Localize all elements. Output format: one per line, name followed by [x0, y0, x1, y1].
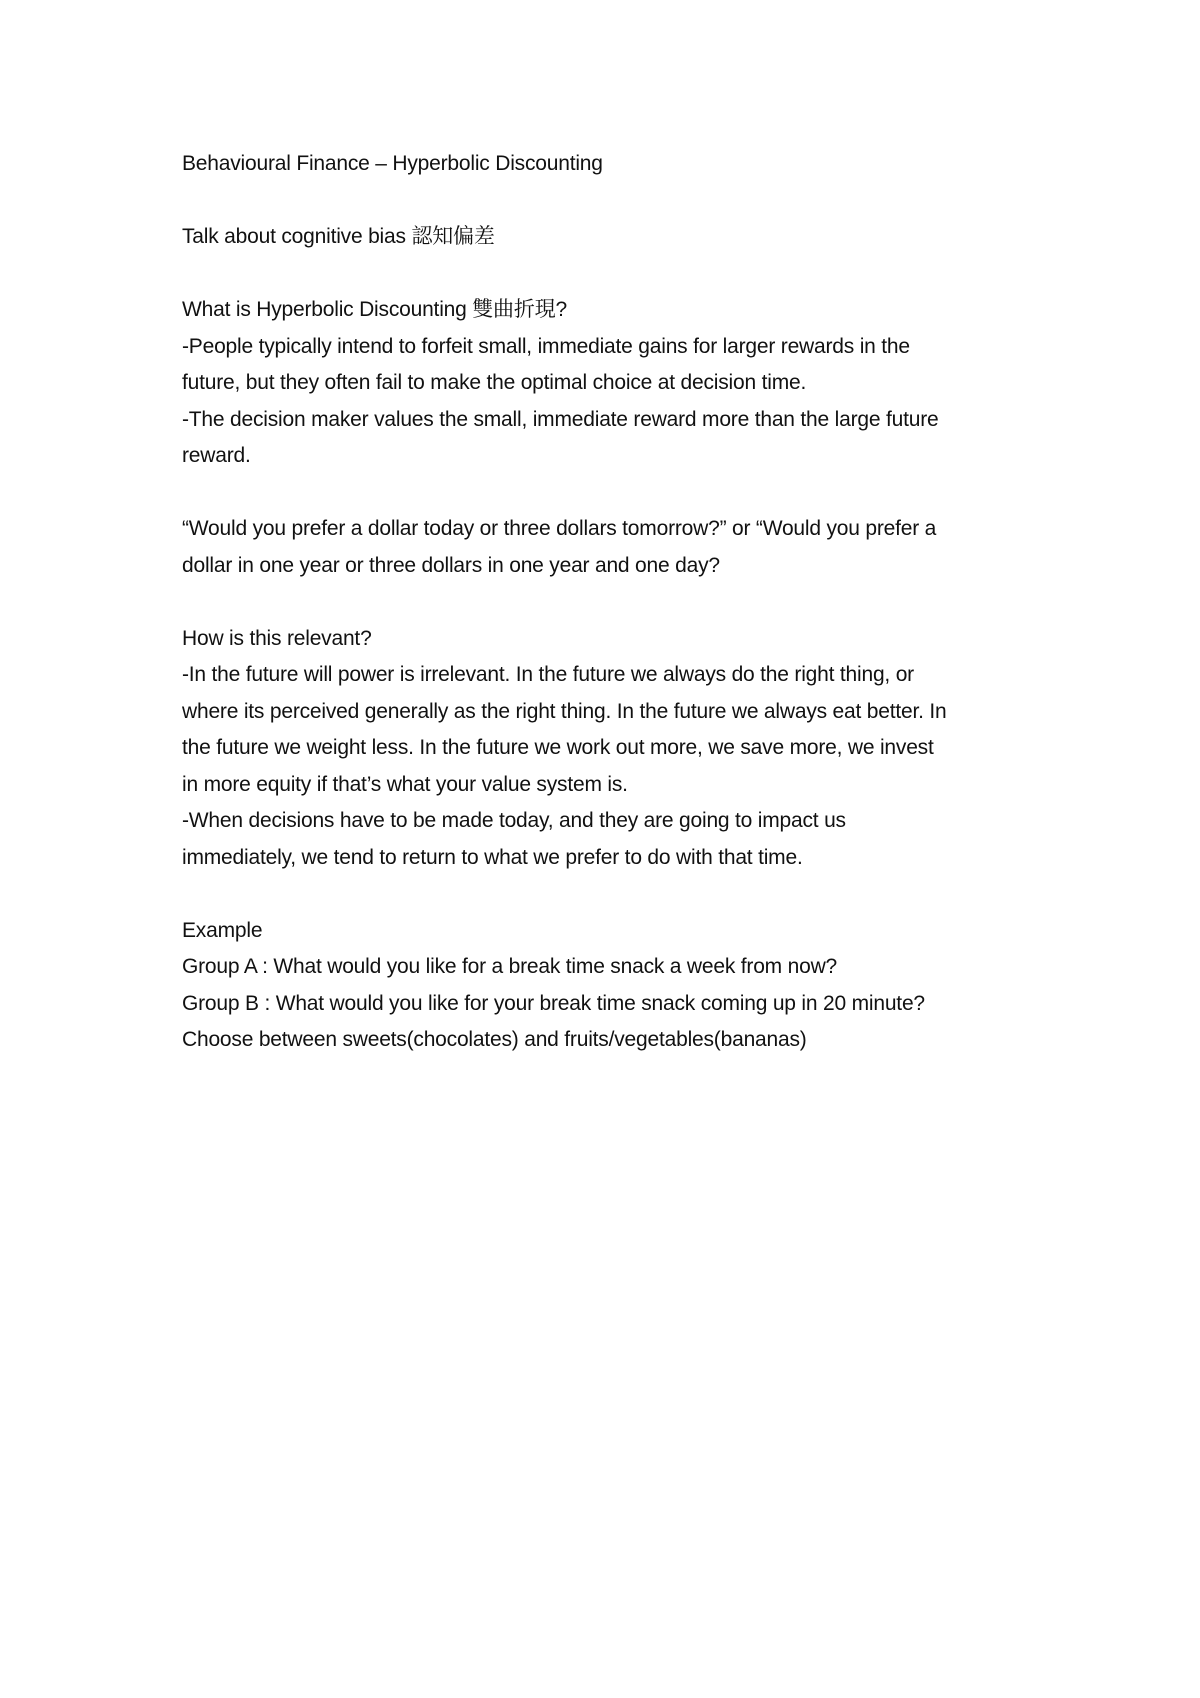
paragraph-line: -People typically intend to forfeit small, immediate gains for larger rewards in the — [182, 334, 910, 358]
paragraph-line: -When decisions have to be made today, and they are going to impact us — [182, 809, 846, 832]
spacer — [182, 876, 1042, 913]
example-line: Choose between sweets(chocolates) and fruits/vegetables(bananas) — [182, 1028, 807, 1051]
paragraph-line: reward. — [182, 444, 251, 467]
paragraph-line: where its perceived generally as the right thing. In the future we always eat better. In — [182, 699, 947, 723]
paragraph-line: -In the future will power is irrelevant. In the future we always do the right thing, or — [182, 663, 914, 686]
paragraph-line: future, but they often fail to make the optimal choice at decision time. — [182, 371, 807, 394]
example-line: Group A : What would you like for a break time snack a week from now? — [182, 955, 838, 978]
section-heading-relevance: How is this relevant? — [182, 626, 372, 650]
section-heading-example: Example — [182, 918, 263, 942]
spacer — [182, 256, 1042, 293]
section-heading-definition: What is Hyperbolic Discounting 雙曲折現? — [182, 298, 567, 321]
paragraph-line: -The decision maker values the small, immediate reward more than the large future — [182, 407, 939, 431]
document-title: Behavioural Finance – Hyperbolic Discounting — [182, 152, 603, 175]
spacer — [182, 183, 1042, 220]
quote-line: “Would you prefer a dollar today or three dollars tomorrow?” or “Would you prefer a — [182, 517, 937, 540]
example-line: Group B : What would you like for your break time snack coming up in 20 minute? — [182, 991, 925, 1015]
paragraph-line: immediately, we tend to return to what we prefer to do with that time. — [182, 845, 803, 869]
spacer — [182, 584, 1042, 621]
paragraph-line: in more equity if that’s what your value system is. — [182, 772, 628, 796]
paragraph-line: the future we weight less. In the future we work out more, we save more, we invest — [182, 736, 934, 759]
document-body — [182, 146, 1042, 1059]
quote-line: dollar in one year or three dollars in one year and one day? — [182, 553, 720, 577]
spacer — [182, 475, 1042, 512]
intro-line: Talk about cognitive bias 認知偏差 — [182, 225, 495, 248]
